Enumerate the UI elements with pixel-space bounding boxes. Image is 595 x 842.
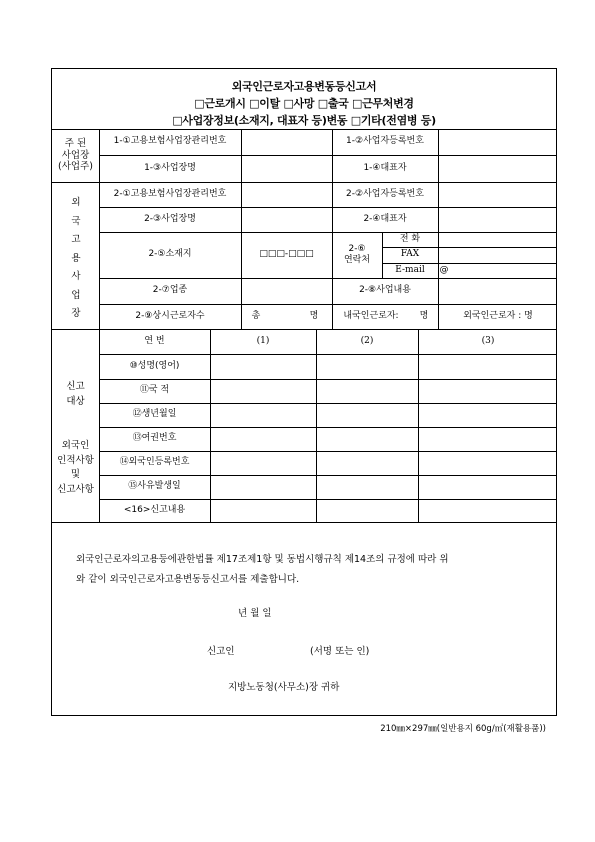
recipient-label: 지방노동청(사무소)장 귀하 xyxy=(228,682,340,693)
label-2-8: 2-⑧사업내용 xyxy=(359,285,411,296)
paper-spec-footer: 210㎜×297㎜(일반용지 60g/㎡(재활용품)) xyxy=(380,724,546,734)
phone-label: 전 화 xyxy=(399,233,421,244)
label-1-2: 1-②사업자등록번호 xyxy=(346,136,424,147)
total-label: 총 xyxy=(251,310,261,321)
reporter-label: 신고인 xyxy=(207,646,235,657)
total-unit: 명 xyxy=(309,310,319,321)
col-3-header: (3) xyxy=(481,335,495,346)
fax-label: FAX xyxy=(400,249,420,260)
foreign-count-label: 외국인근로자 : 명 xyxy=(463,310,533,321)
label-2-9: 2-⑨상시근로자수 xyxy=(135,310,205,321)
label-1-3: 1-③사업장명 xyxy=(144,162,196,173)
report-type-options-2[interactable]: □사업장정보(소재지, 대표자 등)변동 □기타(전염병 등) xyxy=(172,114,436,127)
row-passport: ⑬여권번호 xyxy=(132,433,177,444)
row-birthdate: ⑫생년월일 xyxy=(132,409,177,420)
row-registration: ⑭외국인등록번호 xyxy=(119,457,190,468)
signature-label[interactable]: (서명 또는 인) xyxy=(310,646,370,657)
date-line[interactable]: 년 월 일 xyxy=(238,608,272,619)
domestic-count-unit: 명 xyxy=(419,310,429,321)
seq-header: 연 번 xyxy=(144,335,165,346)
row-name: ⑩성명(영어) xyxy=(129,360,180,371)
label-2-7: 2-⑦업종 xyxy=(152,285,188,296)
label-2-4: 2-④대표자 xyxy=(363,213,407,224)
foreign-workplace-label: 외 국 고 용 사 업 장 xyxy=(71,197,81,319)
main-employer-label: 주 된 사업장 (사업주) xyxy=(58,137,93,173)
form-title: 외국인근로자고용변동등신고서 xyxy=(231,80,377,93)
label-2-3: 2-③사업장명 xyxy=(144,213,196,224)
row-event-date: ⑮사유발생일 xyxy=(128,481,181,492)
label-1-1: 1-①고용보험사업장관리번호 xyxy=(113,136,227,147)
label-1-4: 1-④대표자 xyxy=(363,162,407,173)
col-1-header: (1) xyxy=(256,335,270,346)
label-2-6: 2-⑥ 연락처 xyxy=(343,243,371,265)
row-nationality: ⑪국 적 xyxy=(139,385,170,396)
col-2-header: (2) xyxy=(360,335,374,346)
email-at: @ xyxy=(439,264,449,275)
label-2-2: 2-②사업자등록번호 xyxy=(346,188,424,199)
domestic-count-label: 내국인근로자: xyxy=(343,310,399,321)
email-label: E-mail xyxy=(395,264,425,275)
report-form xyxy=(51,68,557,716)
label-2-5: 2-⑤소재지 xyxy=(148,249,192,260)
label-2-1: 2-①고용보험사업장관리번호 xyxy=(113,188,227,199)
report-type-options[interactable]: □근로개시 □이탈 □사망 □출국 □근무처변경 xyxy=(194,97,414,110)
report-target-label: 신고 대상 외국인 인적사항 및 신고사항 xyxy=(57,381,94,496)
declaration-text-1: 외국인근로자의고용등에관한법률 제17조제1항 및 동법시행규칙 제14조의 규정에 따라 위 xyxy=(76,554,449,565)
row-report-content: <16>신고내용 xyxy=(123,504,186,515)
field-1-1[interactable] xyxy=(241,129,332,155)
declaration-text-2: 와 같이 외국인근로자고용변동등신고서를 제출합니다. xyxy=(76,574,300,585)
postcode-field[interactable]: □□□-□□□ xyxy=(259,249,314,260)
